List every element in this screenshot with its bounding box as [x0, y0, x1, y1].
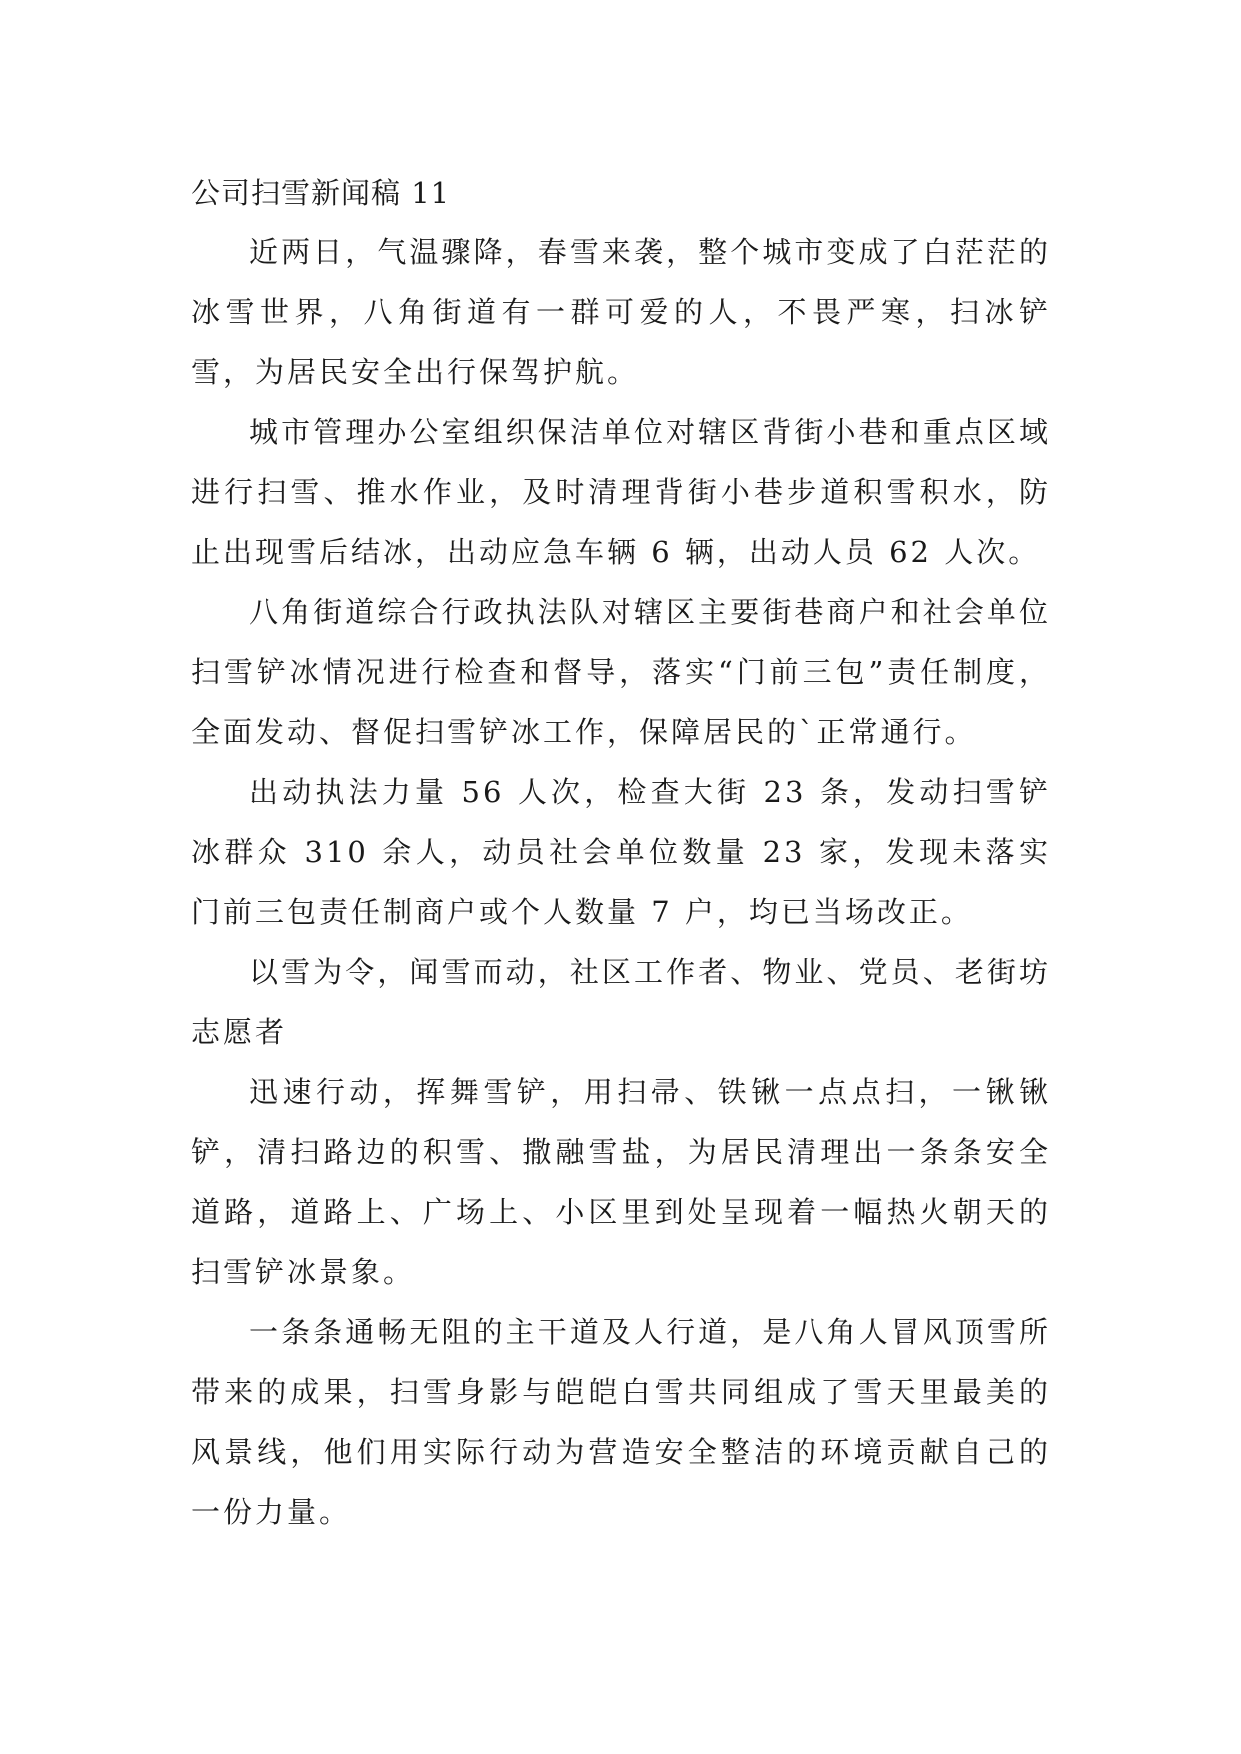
- paragraph-7: 一条条通畅无阻的主干道及人行道，是八角人冒风顶雪所带来的成果，扫雪身影与皑皑白雪共同组成了雪天里最美的风景线，他们用实际行动为营造安全整洁的环境贡献自己的一份力量。: [191, 1315, 1051, 1529]
- paragraph-5: 以雪为令，闻雪而动，社区工作者、物业、党员、老街坊志愿者: [191, 955, 1051, 1049]
- paragraph-2: 城市管理办公室组织保洁单位对辖区背街小巷和重点区域进行扫雪、推水作业，及时清理背街小巷步道积雪积水，防止出现雪后结冰，出动应急车辆 6 辆，出动人员 62 人次。: [191, 415, 1051, 569]
- document-body: [191, 164, 1051, 1542]
- paragraph-6: 迅速行动，挥舞雪铲，用扫帚、铁锹一点点扫，一锹锹铲，清扫路边的积雪、撒融雪盐，为居民清理出一条条安全道路，道路上、广场上、小区里到处呈现着一幅热火朝天的扫雪铲冰景象。: [191, 1075, 1051, 1289]
- document-title: 公司扫雪新闻稿 11: [191, 176, 451, 210]
- paragraph-1: 近两日，气温骤降，春雪来袭，整个城市变成了白茫茫的冰雪世界，八角街道有一群可爱的人，不畏严寒，扫冰铲雪，为居民安全出行保驾护航。: [191, 235, 1051, 389]
- paragraph-4: 出动执法力量 56 人次，检查大街 23 条，发动扫雪铲冰群众 310 余人，动员社会单位数量 23 家，发现未落实门前三包责任制商户或个人数量 7 户，均已当场改正。: [191, 775, 1051, 929]
- paragraph-3: 八角街道综合行政执法队对辖区主要街巷商户和社会单位扫雪铲冰情况进行检查和督导，落实“门前三包”责任制度，全面发动、督促扫雪铲冰工作，保障居民的`正常通行。: [191, 595, 1051, 749]
